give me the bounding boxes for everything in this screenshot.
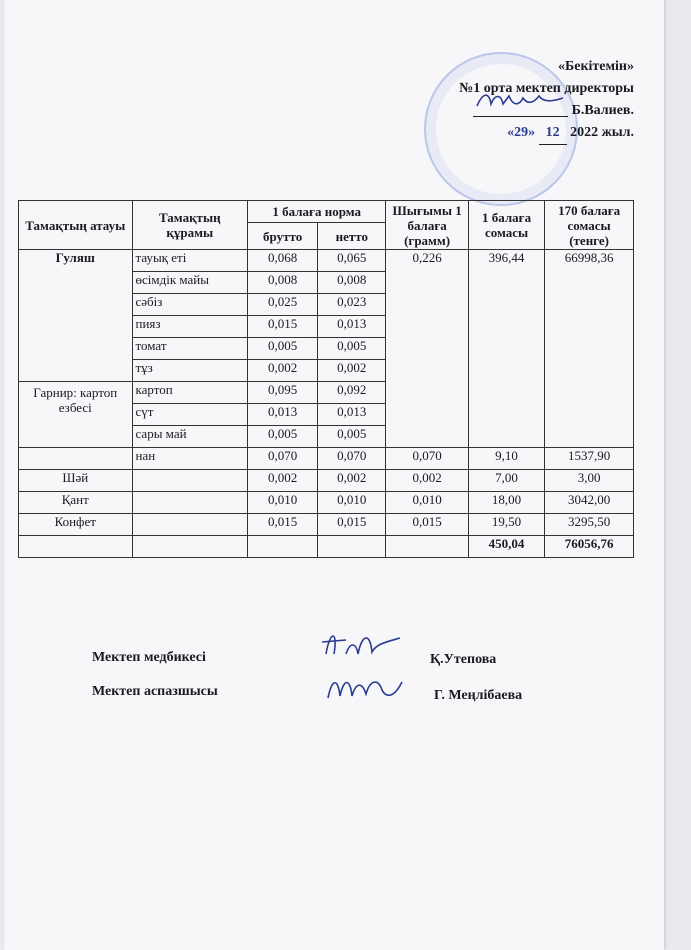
empty-cell bbox=[318, 536, 386, 558]
header-output: Шығымы 1 балаға (грамм) bbox=[386, 201, 469, 250]
header-name: Тамақтың атауы bbox=[19, 201, 133, 250]
brutto-cell: 0,005 bbox=[248, 426, 318, 448]
header-composition: Тамақтың құрамы bbox=[132, 201, 248, 250]
table-row bbox=[19, 514, 634, 536]
sum1-cell: 9,10 bbox=[468, 448, 544, 470]
netto-cell: 0,002 bbox=[318, 360, 386, 382]
header-brutto: брутто bbox=[248, 223, 318, 250]
total-sum170: 76056,76 bbox=[545, 536, 634, 558]
nurse-signature bbox=[316, 624, 408, 668]
sum1-cell: 19,50 bbox=[468, 514, 544, 536]
output-cell: 0,002 bbox=[386, 470, 469, 492]
empty-cell bbox=[19, 448, 133, 470]
brutto-cell: 0,025 bbox=[248, 294, 318, 316]
sum170-cell: 3042,00 bbox=[545, 492, 634, 514]
brutto-cell: 0,008 bbox=[248, 272, 318, 294]
ingredient: тұз bbox=[132, 360, 248, 382]
netto-cell: 0,015 bbox=[318, 514, 386, 536]
cook-signature bbox=[322, 668, 414, 708]
brutto-cell: 0,005 bbox=[248, 338, 318, 360]
output-cell: 0,015 bbox=[386, 514, 469, 536]
dish-name: Қант bbox=[19, 492, 133, 514]
dish-name: Шәй bbox=[19, 470, 133, 492]
brutto-cell: 0,013 bbox=[248, 404, 318, 426]
date-month: 12 bbox=[539, 122, 567, 145]
empty-cell bbox=[132, 470, 248, 492]
table-row bbox=[19, 492, 634, 514]
netto-cell: 0,010 bbox=[318, 492, 386, 514]
brutto-cell: 0,015 bbox=[248, 514, 318, 536]
table-row bbox=[19, 470, 634, 492]
sum170-cell: 1537,90 bbox=[545, 448, 634, 470]
nurse-name: Қ.Утепова bbox=[430, 652, 497, 667]
netto-cell: 0,005 bbox=[318, 426, 386, 448]
ingredient: томат bbox=[132, 338, 248, 360]
table-row bbox=[19, 250, 634, 272]
menu-table bbox=[18, 200, 634, 558]
netto-cell: 0,023 bbox=[318, 294, 386, 316]
ingredient: тауық еті bbox=[132, 250, 248, 272]
brutto-cell: 0,002 bbox=[248, 470, 318, 492]
header-sum170: 170 балаға сомасы (тенге) bbox=[545, 201, 634, 250]
table-row bbox=[19, 448, 634, 470]
director-signature bbox=[473, 88, 568, 114]
gulyash-sum170: 66998,36 bbox=[545, 250, 634, 448]
cook-name: Г. Меңлібаева bbox=[434, 688, 523, 703]
approval-block bbox=[404, 56, 634, 145]
netto-cell: 0,013 bbox=[318, 316, 386, 338]
gulyash-sum1: 396,44 bbox=[468, 250, 544, 448]
dish-garnish: Гарнир: картоп езбесі bbox=[19, 382, 133, 448]
sum170-cell: 3295,50 bbox=[545, 514, 634, 536]
dish-name: Конфет bbox=[19, 514, 133, 536]
ingredient: сәбіз bbox=[132, 294, 248, 316]
netto-cell: 0,065 bbox=[318, 250, 386, 272]
director-name: Б.Валиев. bbox=[571, 103, 634, 118]
ingredient: нан bbox=[132, 448, 248, 470]
ingredient: өсімдік майы bbox=[132, 272, 248, 294]
empty-cell bbox=[248, 536, 318, 558]
brutto-cell: 0,010 bbox=[248, 492, 318, 514]
sum1-cell: 18,00 bbox=[468, 492, 544, 514]
ingredient: картоп bbox=[132, 382, 248, 404]
netto-cell: 0,002 bbox=[318, 470, 386, 492]
netto-cell: 0,070 bbox=[318, 448, 386, 470]
header-norm: 1 балаға норма bbox=[248, 201, 386, 223]
empty-cell bbox=[132, 536, 248, 558]
ingredient: сары май bbox=[132, 426, 248, 448]
empty-cell bbox=[132, 492, 248, 514]
netto-cell: 0,092 bbox=[318, 382, 386, 404]
brutto-cell: 0,015 bbox=[248, 316, 318, 338]
total-row bbox=[19, 536, 634, 558]
approval-date bbox=[404, 122, 634, 145]
brutto-cell: 0,095 bbox=[248, 382, 318, 404]
cook-label: Мектеп аспазшысы bbox=[92, 684, 218, 699]
ingredient: пияз bbox=[132, 316, 248, 338]
approval-director bbox=[404, 100, 634, 122]
empty-cell bbox=[132, 514, 248, 536]
ingredient: сүт bbox=[132, 404, 248, 426]
output-cell: 0,010 bbox=[386, 492, 469, 514]
sum170-cell: 3,00 bbox=[545, 470, 634, 492]
netto-cell: 0,013 bbox=[318, 404, 386, 426]
output-cell: 0,070 bbox=[386, 448, 469, 470]
document-sheet bbox=[4, 0, 664, 950]
total-sum1: 450,04 bbox=[468, 536, 544, 558]
approval-position: №1 орта мектеп директоры bbox=[459, 81, 634, 96]
brutto-cell: 0,070 bbox=[248, 448, 318, 470]
netto-cell: 0,008 bbox=[318, 272, 386, 294]
brutto-cell: 0,002 bbox=[248, 360, 318, 382]
header-sum1: 1 балаға сомасы bbox=[468, 201, 544, 250]
date-year: 2022 жыл. bbox=[570, 125, 634, 140]
sum1-cell: 7,00 bbox=[468, 470, 544, 492]
empty-cell bbox=[386, 536, 469, 558]
brutto-cell: 0,068 bbox=[248, 250, 318, 272]
netto-cell: 0,005 bbox=[318, 338, 386, 360]
approval-title: «Бекітемін» bbox=[557, 59, 634, 74]
date-day: «29» bbox=[507, 125, 536, 140]
header-netto: нетто bbox=[318, 223, 386, 250]
dish-gulyash: Гуляш bbox=[19, 250, 133, 382]
nurse-label: Мектеп медбикесі bbox=[92, 650, 206, 665]
empty-cell bbox=[19, 536, 133, 558]
gulyash-output: 0,226 bbox=[386, 250, 469, 448]
